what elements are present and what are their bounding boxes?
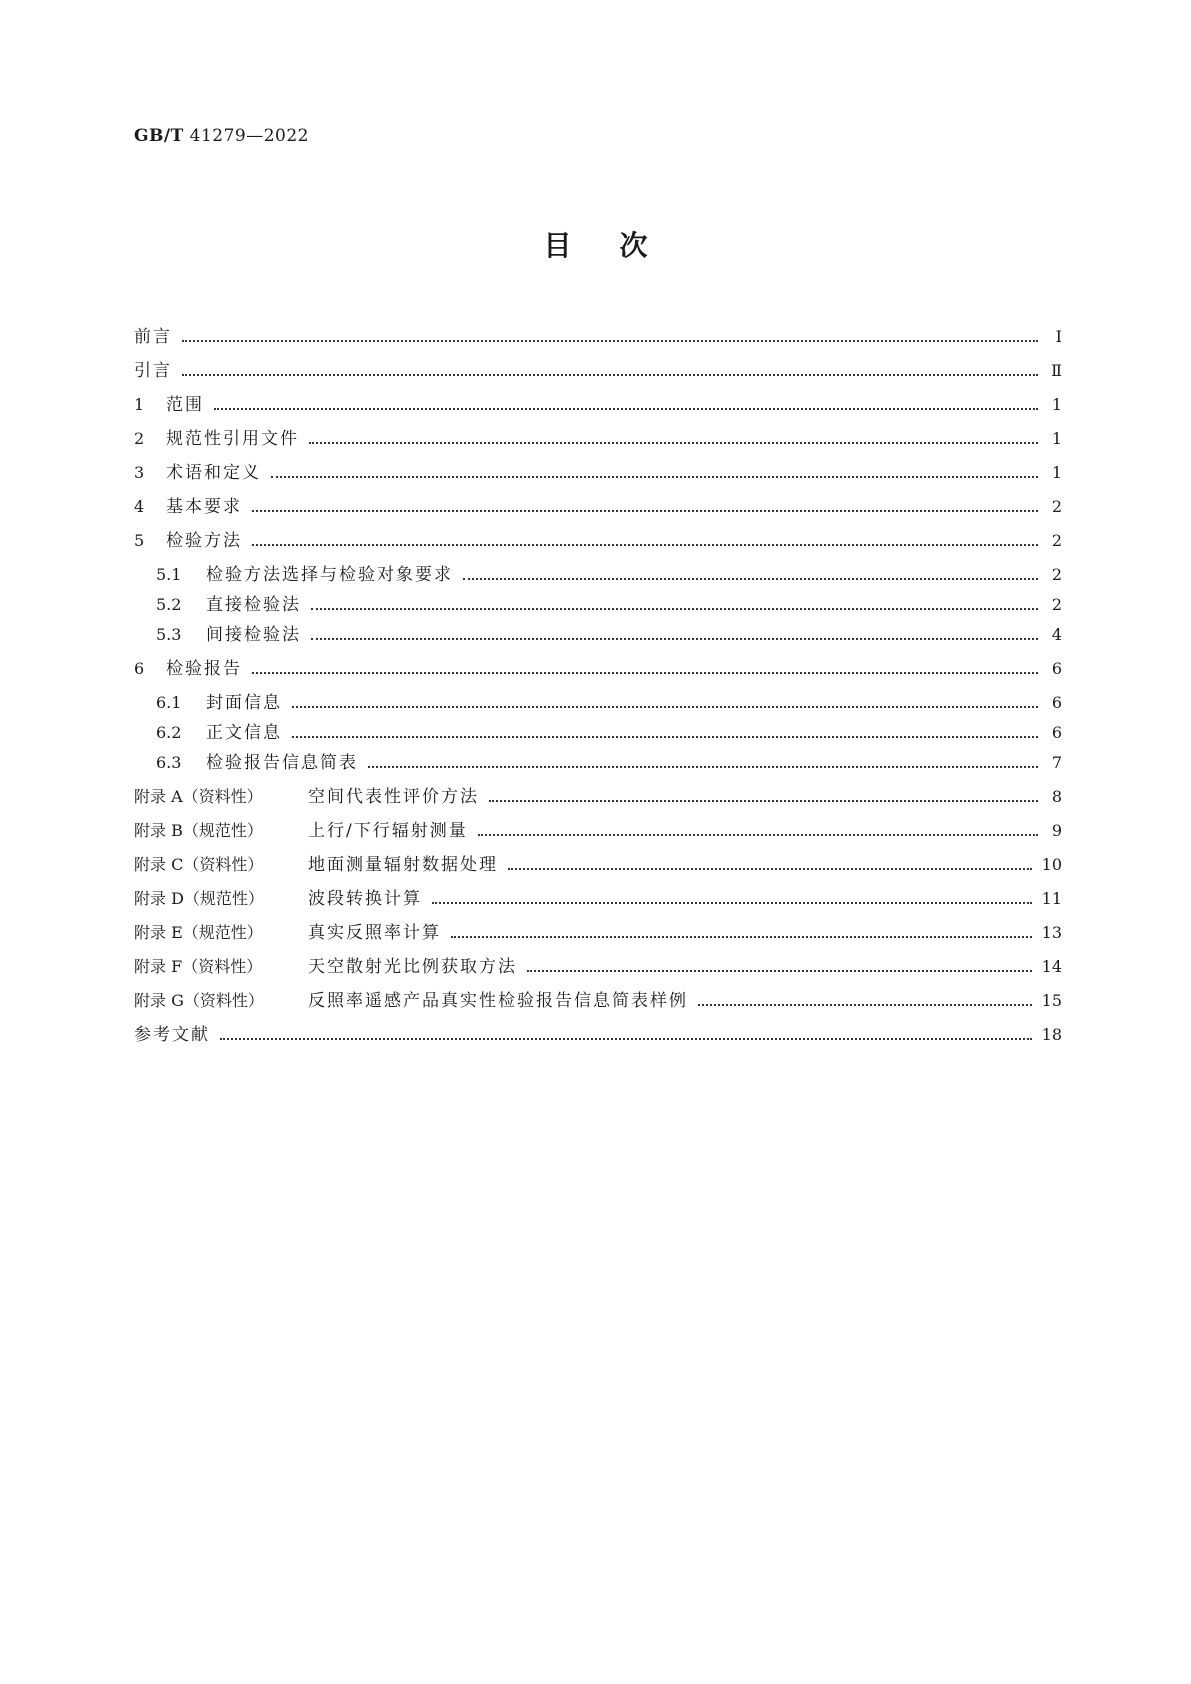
toc-entry-number: 附录 A（资料性） xyxy=(134,787,263,806)
toc-entry-page: 13 xyxy=(1041,923,1062,942)
toc-leader-dots xyxy=(292,736,1038,738)
toc-leader-dots xyxy=(451,936,1032,938)
toc-entry-number: 5.1 xyxy=(156,565,182,584)
toc-entry-label: 上行/下行辐射测量 xyxy=(308,821,468,841)
toc-entry-6-1[interactable] xyxy=(156,690,1062,716)
toc-leader-dots xyxy=(220,1038,1032,1040)
toc-leader-dots xyxy=(252,672,1038,674)
toc-entry-page: 9 xyxy=(1051,821,1062,840)
toc-entry-label: 基本要求 xyxy=(166,497,242,517)
toc-entry-label: 检验方法 xyxy=(166,531,242,551)
toc-entry-label: 封面信息 xyxy=(206,693,282,713)
toc-entry-label: 检验方法选择与检验对象要求 xyxy=(206,565,453,585)
toc-leader-dots xyxy=(271,476,1038,478)
toc-entry-label: 空间代表性评价方法 xyxy=(308,787,479,807)
toc-entry-foreword[interactable] xyxy=(134,324,1062,350)
toc-leader-dots xyxy=(252,544,1038,546)
toc-entry-page: 1 xyxy=(1051,463,1062,482)
toc-leader-dots xyxy=(478,834,1038,836)
toc-entry-label: 规范性引用文件 xyxy=(166,429,299,449)
toc-entry-appendix-f[interactable] xyxy=(134,954,1062,980)
toc-entry-1[interactable] xyxy=(134,392,1062,418)
toc-entry-6-2[interactable] xyxy=(156,720,1062,746)
toc-entry-page: 2 xyxy=(1051,531,1062,550)
toc-entry-3[interactable] xyxy=(134,460,1062,486)
toc-entry-page: 7 xyxy=(1051,753,1062,772)
toc-entry-appendix-e[interactable] xyxy=(134,920,1062,946)
toc-leader-dots xyxy=(292,706,1038,708)
toc-leader-dots xyxy=(698,1004,1032,1006)
toc-entry-label: 反照率遥感产品真实性检验报告信息简表样例 xyxy=(308,991,688,1011)
toc-leader-dots xyxy=(368,766,1038,768)
toc-entry-page: 6 xyxy=(1051,723,1062,742)
toc-leader-dots xyxy=(527,970,1032,972)
toc-entry-number: 3 xyxy=(134,463,145,482)
toc-leader-dots xyxy=(309,442,1038,444)
toc-entry-number: 5 xyxy=(134,531,145,550)
toc-entry-label: 真实反照率计算 xyxy=(308,923,441,943)
toc-entry-5[interactable] xyxy=(134,528,1062,554)
toc-entry-label: 直接检验法 xyxy=(206,595,301,615)
toc-entry-label: 检验报告 xyxy=(166,659,242,679)
toc-entry-page: 11 xyxy=(1041,889,1062,908)
toc-entry-references[interactable] xyxy=(134,1022,1062,1048)
toc-entry-appendix-a[interactable] xyxy=(134,784,1062,810)
toc-entry-label: 术语和定义 xyxy=(166,463,261,483)
page-title: 目次 xyxy=(543,229,696,262)
toc-entry-page: 15 xyxy=(1041,991,1062,1010)
toc-entry-label: 天空散射光比例获取方法 xyxy=(308,957,517,977)
toc-entry-number: 附录 D（规范性） xyxy=(134,889,264,908)
toc-entry-number: 5.2 xyxy=(156,595,182,614)
toc-entry-appendix-c[interactable] xyxy=(134,852,1062,878)
toc-entry-page: 2 xyxy=(1051,565,1062,584)
toc-entry-2[interactable] xyxy=(134,426,1062,452)
toc-leader-dots xyxy=(252,510,1038,512)
toc-entry-page: 14 xyxy=(1041,957,1062,976)
toc-leader-dots xyxy=(182,340,1038,342)
toc-entry-page: 8 xyxy=(1051,787,1062,806)
toc-leader-dots xyxy=(311,608,1038,610)
toc-entry-number: 附录 G（资料性） xyxy=(134,991,264,1010)
toc-leader-dots xyxy=(311,638,1038,640)
toc-entry-page: Ⅰ xyxy=(1055,327,1062,346)
toc-entry-number: 4 xyxy=(134,497,145,516)
toc-entry-number: 6 xyxy=(134,659,145,678)
toc-entry-number: 6.3 xyxy=(156,753,182,772)
toc-entry-label: 间接检验法 xyxy=(206,625,301,645)
toc-entry-page: 10 xyxy=(1041,855,1062,874)
toc-entry-label: 波段转换计算 xyxy=(308,889,422,909)
toc-entry-number: 6.1 xyxy=(156,693,182,712)
toc-entry-appendix-d[interactable] xyxy=(134,886,1062,912)
document-code-number: 41279—2022 xyxy=(189,126,309,146)
toc-leader-dots xyxy=(508,868,1032,870)
toc-leader-dots xyxy=(432,902,1032,904)
toc-entry-5-2[interactable] xyxy=(156,592,1062,618)
toc-entry-page: 2 xyxy=(1051,497,1062,516)
document-code xyxy=(134,126,309,146)
toc-leader-dots xyxy=(463,578,1038,580)
toc-entry-6-3[interactable] xyxy=(156,750,1062,776)
toc-entry-number: 6.2 xyxy=(156,723,182,742)
toc-entry-page: 4 xyxy=(1051,625,1062,644)
toc-entry-number: 附录 B（规范性） xyxy=(134,821,263,840)
toc-entry-label: 范围 xyxy=(166,395,204,415)
toc-entry-label: 引言 xyxy=(134,361,172,381)
toc-entry-label: 正文信息 xyxy=(206,723,282,743)
toc-entry-label: 参考文献 xyxy=(134,1025,210,1045)
toc-entry-introduction[interactable] xyxy=(134,358,1062,384)
toc-entry-page: 1 xyxy=(1051,395,1062,414)
toc-leader-dots xyxy=(489,800,1038,802)
toc-entry-6[interactable] xyxy=(134,656,1062,682)
toc-entry-appendix-b[interactable] xyxy=(134,818,1062,844)
toc-entry-5-1[interactable] xyxy=(156,562,1062,588)
toc-leader-dots xyxy=(182,374,1038,376)
toc-leader-dots xyxy=(214,408,1038,410)
toc-entry-label: 检验报告信息简表 xyxy=(206,753,358,773)
toc-entry-5-3[interactable] xyxy=(156,622,1062,648)
toc-entry-page: 18 xyxy=(1041,1025,1062,1044)
toc-entry-page: 6 xyxy=(1051,693,1062,712)
toc-entry-appendix-g[interactable] xyxy=(134,988,1062,1014)
toc-entry-number: 5.3 xyxy=(156,625,182,644)
toc-entry-number: 2 xyxy=(134,429,145,448)
toc-entry-number: 附录 E（规范性） xyxy=(134,923,263,942)
toc-entry-label: 前言 xyxy=(134,327,172,347)
toc-entry-page: 1 xyxy=(1051,429,1062,448)
toc-entry-page: Ⅱ xyxy=(1051,361,1062,380)
toc-entry-page: 6 xyxy=(1051,659,1062,678)
toc-entry-page: 2 xyxy=(1051,595,1062,614)
toc-entry-4[interactable] xyxy=(134,494,1062,520)
document-code-prefix: GB/T xyxy=(134,126,184,146)
toc-entry-number: 1 xyxy=(134,395,145,414)
toc-entry-number: 附录 C（资料性） xyxy=(134,855,264,874)
toc-entry-label: 地面测量辐射数据处理 xyxy=(308,855,498,875)
toc-entry-number: 附录 F（资料性） xyxy=(134,957,263,976)
